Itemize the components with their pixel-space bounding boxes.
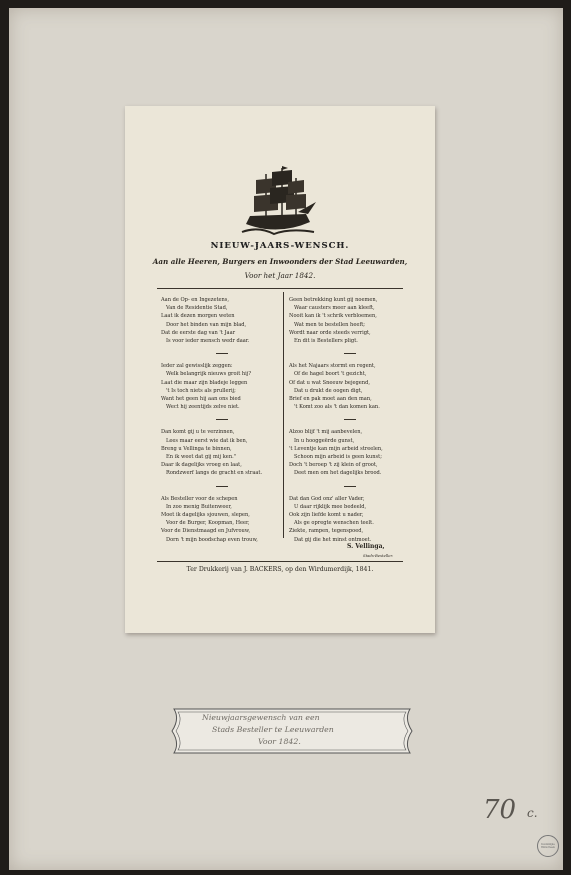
poem-line: U daar rijklijk mee bedeeld, bbox=[294, 503, 367, 510]
poem-line: Lees maar eerst wie dat ik ben, bbox=[166, 437, 248, 444]
stanza-separator bbox=[216, 486, 228, 487]
poem-line: Breng u Vellinga te binnen, bbox=[161, 445, 232, 452]
label-line-3: Voor 1842. bbox=[258, 737, 301, 746]
poem-line: En dit is Bestellers pligt. bbox=[294, 338, 358, 345]
poem-line: In u hooggeërde gunst, bbox=[294, 437, 355, 444]
poem-line: Van de Residentie Stad, bbox=[166, 305, 228, 312]
bottom-rule bbox=[157, 561, 403, 562]
handwritten-label bbox=[166, 705, 418, 757]
poem-line: Rondzwerf langs de gracht en straat. bbox=[166, 470, 263, 477]
signature-subtitle: Stads-Besteller. bbox=[363, 553, 394, 558]
poem-stanza bbox=[289, 495, 411, 544]
stanza-separator bbox=[216, 353, 228, 354]
poem-stanza bbox=[161, 495, 283, 544]
poem-line: Welk belangrijk nieuws groit hij? bbox=[166, 371, 252, 378]
poem-stanza bbox=[289, 428, 411, 477]
poem-line: Is voor ieder mensch wedr daar. bbox=[166, 338, 250, 345]
ship-woodcut-icon bbox=[238, 162, 318, 242]
poem-line: Als Besteller voor de schepen bbox=[161, 495, 238, 502]
label-line-1: Nieuwjaarsgewensch van een bbox=[202, 713, 320, 722]
column-divider bbox=[283, 292, 284, 538]
catalog-subnumber: c. bbox=[527, 806, 538, 820]
poem-line: 't Leventje kan mijn arbeid streelen, bbox=[289, 445, 383, 452]
poem-line: Ziekte, rampen, tegenspoed, bbox=[289, 528, 364, 535]
top-rule bbox=[157, 288, 403, 289]
poem-line: Dat u drukt de oogen digt, bbox=[294, 387, 363, 394]
poem-line: Dat de eerste dag van 't Jaar bbox=[161, 329, 236, 336]
signature: S. Vellinga, bbox=[347, 543, 385, 550]
broadside-sheet bbox=[125, 106, 435, 633]
poem-line: Ieder zal gewisslijk zeggen: bbox=[161, 363, 233, 370]
poem-line: Dorn 't mijn boodschap even trouw, bbox=[166, 536, 258, 543]
poem-stanza bbox=[161, 362, 283, 411]
poem-line: 't Komt zoo als 't dan komen kan. bbox=[294, 404, 380, 411]
poem-line: Ook zijn liefde komt u nader, bbox=[289, 512, 364, 519]
poem-line: 't Is toch niets als prullerij; bbox=[166, 387, 236, 394]
poem-line: Dan komt gij u te verzinnen, bbox=[161, 429, 235, 436]
poem-line: En ik weet dat gij mij ken." bbox=[166, 454, 237, 461]
stanza-separator bbox=[344, 486, 356, 487]
poem-line: Aan de Op- en Ingezetens, bbox=[161, 297, 230, 303]
poem-line: Wordt naar orde steeds verrigt, bbox=[289, 329, 371, 336]
poem-line: Laat die maar zijn bladeje leggen bbox=[161, 379, 248, 386]
label-line-2: Stads Besteller te Leeuwarden bbox=[212, 725, 334, 734]
broadside-subtitle: Aan alle Heeren, Burgers en Inwoonders der Stad Leeuwarden, bbox=[152, 257, 408, 266]
poem-line: Deet men om het dagelijks brood. bbox=[294, 470, 382, 477]
poem-line: Of dat u wat Sneeuw bejegend, bbox=[289, 379, 370, 386]
poem-line: Brief en pak moet aan den man, bbox=[289, 396, 372, 403]
stanza-separator bbox=[344, 419, 356, 420]
poem-line: Als ge opregte wenschen teelt. bbox=[294, 520, 374, 527]
poem-line: In zoo menig Buitenweer, bbox=[166, 503, 232, 510]
poem-line: Daar ik dagelijks vroeg en laat, bbox=[161, 462, 242, 469]
poem-stanza bbox=[289, 362, 411, 411]
broadside-title: NIEUW-JAARS-WENSCH. bbox=[210, 241, 350, 251]
poem-line: Wat men te bestellen heeft; bbox=[294, 321, 366, 328]
poem-line: Schoon mijn arbeid is geen kunst; bbox=[294, 454, 382, 461]
poem-line: Wect hij zeentijds zelve niet. bbox=[166, 404, 240, 411]
poem-line: Dat dan God onz' aller Vader, bbox=[289, 495, 365, 502]
broadside-year: Voor het Jaar 1842. bbox=[244, 271, 316, 280]
stanza-separator bbox=[344, 353, 356, 354]
poem-line: Dat gij die het minst ontmoet. bbox=[294, 536, 372, 543]
poem-stanza bbox=[161, 428, 283, 477]
poem-stanza bbox=[161, 296, 283, 345]
poem-right-column bbox=[289, 296, 411, 552]
catalog-number: 70 bbox=[483, 795, 517, 825]
poem-line: Of de hagel boort 't gezicht, bbox=[294, 371, 367, 378]
poem-stanza bbox=[289, 296, 411, 345]
printer-line: Ter Drukkerij van J. BACKERS, op den Wirdumerdijk, 1841. bbox=[186, 566, 374, 573]
poem-line: Laat ik dezen morgen weten bbox=[161, 313, 235, 320]
poem-line: Voor de Dienstmaagd en Jufvrouw, bbox=[161, 528, 251, 535]
poem-line: Waar causters meer aan kleeft, bbox=[294, 305, 375, 312]
library-stamp-icon: Koninklijke Bibliotheek bbox=[537, 835, 559, 857]
poem-line: Voor de Burger, Koopman, Heer, bbox=[166, 520, 250, 527]
poem-line: Alzoo blijf 't mij aanbevelen, bbox=[289, 429, 363, 436]
poem-line: Door het binden van mijn blad, bbox=[166, 321, 247, 328]
poem-line: Doch 't beroep 't zij klein of groot, bbox=[289, 462, 378, 469]
poem-line: Als het Najaars stormt en regent, bbox=[289, 363, 376, 370]
poem-line: Moet ik dagelijks sjouwen, slepen, bbox=[161, 512, 250, 519]
poem-line: Nooit kan ik 't schrik verbloemen, bbox=[289, 313, 377, 320]
poem-line: Want het geen hij aan ons bied bbox=[161, 396, 241, 403]
stanza-separator bbox=[216, 419, 228, 420]
poem-line: Geen betrekking kunt gij noemen, bbox=[289, 297, 378, 303]
poem-left-column bbox=[161, 296, 283, 552]
